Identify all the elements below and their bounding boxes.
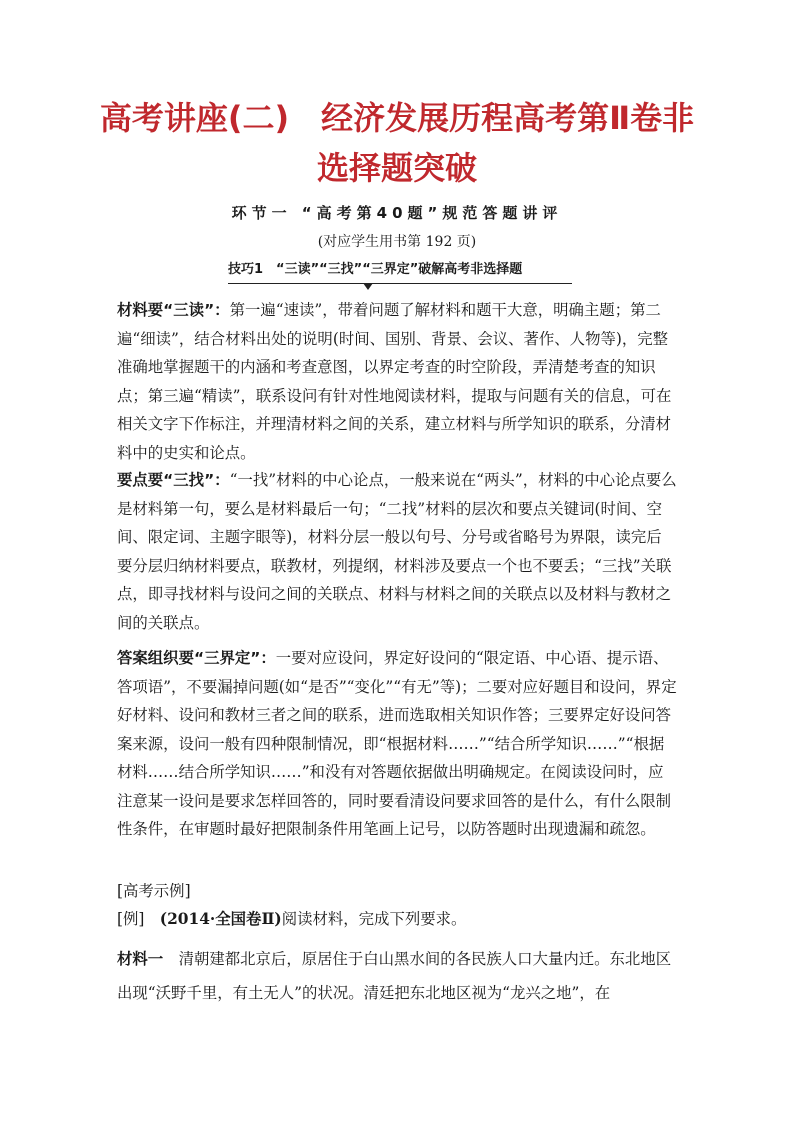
paragraph-three-defines xyxy=(117,644,677,844)
example-tag: [例] xyxy=(117,910,145,928)
paragraph-three-reads xyxy=(117,296,677,467)
paragraph-body: 第一遍“速读”，带着问题了解材料和题干大意，明确主题；第二遍“细读”，结合材料出处的说明(时间、国别、背景、会议、著作、人物等)，完整准确地掌握题干的内涵和考查意图，以界定考查的时空阶段，弄清楚考查的知识点；第三遍“精读”，联系设问有针对性地阅读材料，提取与问题有关的信息，可在相关文字下作标注，并理清材料之间的关系，建立材料与所学知识的联系，分清材料中的史实和论点。 xyxy=(117,301,672,462)
section-heading: 环节一 “高考第40题”规范答题讲评 xyxy=(231,204,563,222)
paragraph-three-finds xyxy=(117,466,677,637)
material-lead: 材料一 xyxy=(117,950,164,968)
example-instruction: 阅读材料，完成下列要求。 xyxy=(281,910,467,928)
book-page-reference: (对应学生用书第 192 页) xyxy=(317,234,477,250)
example-question xyxy=(117,905,677,933)
page-title-line-2: 选择题突破 xyxy=(316,149,477,187)
skill-marker-triangle-icon xyxy=(363,283,373,290)
paragraph-body: “一找”材料的中心论点，一般来说在“两头”，材料的中心论点要么是材料第一句，要么是材料最后一句；“二找”材料的层次和要点关键词(时间、空间、限定词、主题字眼等)，材料分层一般以句号、分号或省略号为界限，读完后要分层归纳材料要点，联教材，列提纲，材料涉及要点一个也不要丢；“三找”关联点，即寻找材料与设问之间的关联点、材料与材料之间的关联点以及材料与教材之间的关联点。 xyxy=(117,471,677,632)
example-section-header: [高考示例] xyxy=(117,882,191,900)
material-body: 清朝建都北京后，原居住于白山黑水间的各民族人口大量内迁。东北地区出现“沃野千里，有土无人”的状况。清廷把东北地区视为“龙兴之地”，在 xyxy=(117,950,672,1002)
skill-underline xyxy=(228,283,572,284)
paragraph-body: 一要对应设问，界定好设问的“限定语、中心语、提示语、答项语”，不要漏掉问题(如“是否”“变化”“有无”等)；二要对应好题目和设问，界定好材料、设问和教材三者之间的联系，进而选取相关知识作答；三要界定好设问答案来源，设问一般有四种限制情况，即“根据材料……”“结合所学知识……”“根据材料……结合所学知识……”和没有对答题依据做出明确规定。在阅读设问时，应注意某一设问是要求怎样回答的，同时要看清设问要求回答的是什么，有什么限制性条件，在审题时最好把限制条件用笔画上记号，以防答题时出现遗漏和疏忽。 xyxy=(117,649,677,838)
paragraph-lead: 材料要“三读”： xyxy=(117,301,230,319)
example-source: (2014·全国卷Ⅱ) xyxy=(159,910,282,928)
paragraph-lead: 答案组织要“三界定”： xyxy=(117,649,276,667)
material-one xyxy=(117,942,677,1010)
skill-heading: 技巧1 “三读”“三找”“三界定”破解高考非选择题 xyxy=(228,262,523,277)
page-title-line-1: 高考讲座(二) 经济发展历程高考第Ⅱ卷非 xyxy=(99,99,695,137)
paragraph-lead: 要点要“三找”： xyxy=(117,471,230,489)
